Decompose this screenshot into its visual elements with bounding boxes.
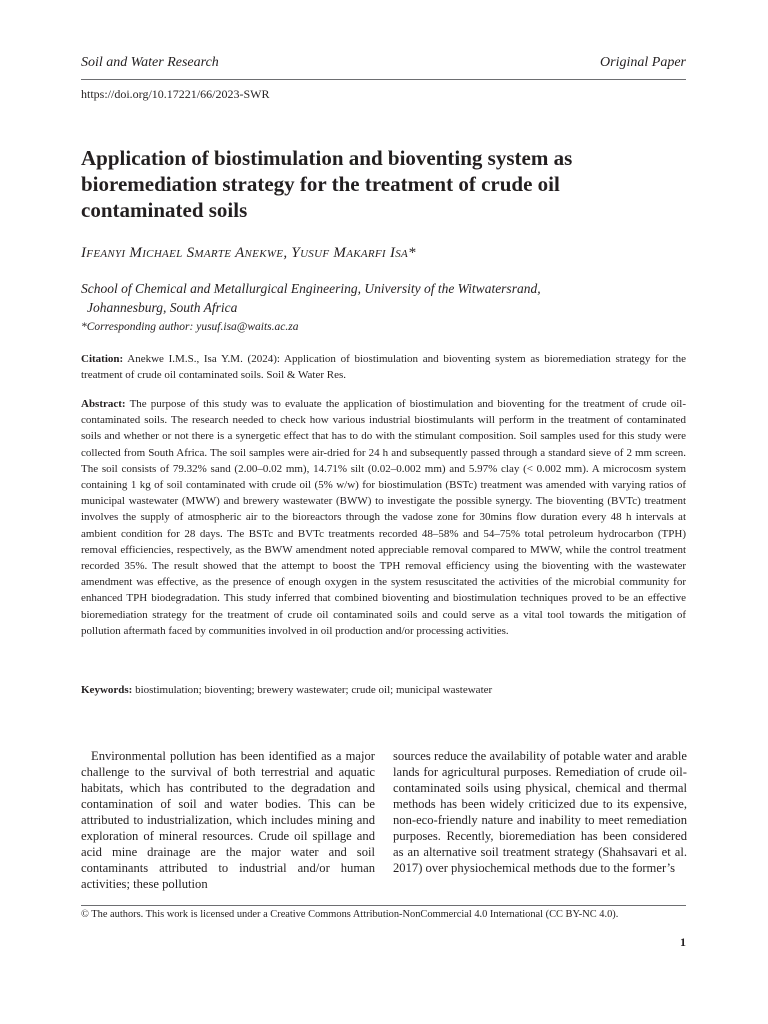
keywords-text: biostimulation; bioventing; brewery wastewater; crude oil; municipal wastewater bbox=[135, 684, 493, 696]
article-type: Original Paper bbox=[600, 55, 686, 70]
footer-divider bbox=[81, 905, 686, 906]
citation-text: Anekwe I.M.S., Isa Y.M. (2024): Application of biostimulation and bioventing system as bioremediation strategy for the treatment of crude oil contaminated soils. Soil & Water Res. bbox=[81, 353, 686, 381]
body-column-right: sources reduce the availability of potable water and arable lands for agricultural purposes. Remediation of crude oil-contaminated soils using physical, chemical and thermal methods has been widely criticized due to its expensive, non-eco-friendly nature and inability to meet remediation purposes. Recently, bioremediation has been considered as an alternative soil treatment strategy (Shahsavari et al. 2017) over physiochemical methods due to the former’s bbox=[393, 749, 687, 875]
page-number: 1 bbox=[680, 935, 686, 949]
journal-name: Soil and Water Research bbox=[81, 55, 219, 70]
abstract-text: The purpose of this study was to evaluate the application of biostimulation and bioventing for the treatment of crude oil-contaminated soils. The research needed to check how various industrial biostimulants will perform in the treatment of contaminated soils and whether or not there is a synergetic effect that has to do with the stimulant composition. Soil samples used for this study were collected from South Africa. The soil samples were air-dried for 24 h and subsequently passed through a standard sieve of 2 mm screen. The soil consists of 79.32% sand (2.00–0.02 mm), 14.71% silt (0.02–0.002 mm) and 5.97% clay (< 0.002 mm). A microcosm system containing 1 kg of soil contaminated with crude oil (5% w/w) for biostimulation (BSTc) treatment was amended with varying ratios of municipal wastewater (MWW) and brewery wastewater (BWW) to investigate the possible synergy. The bioventing (BVTc) treatment involves the supply of atmospheric air to the bioreactors through the vadose zone for 30mins flow duration every 48 h intervals at ambient condition for 28 days. The BSTc and BVTc treatments recorded 48–58% and 54–75% total petroleum hydrocarbon (TPH) removal efficiencies, respectively, as the BWW amendment noted appreciable removal compared to MWW, while the control treatment recorded 35%. The result showed that the attempt to boost the TPH removal efficiency using the bioventing with the wastewater amendment was effective, as the presence of enough oxygen in the system resuscitated the activities of the microbial community for enhanced TPH biodegradation. This study inferred that combined bioventing and biostimulation techniques proved to be an effective bioremediation strategy for the treatment of crude oil contaminated soils and could serve as a vital tool towards the mitigation of pollution aftermath faced by communities involved in oil production and/or processing activities. bbox=[81, 398, 686, 637]
running-header bbox=[81, 55, 686, 71]
body-columns bbox=[81, 748, 687, 892]
doi-link[interactable]: https://doi.org/10.17221/66/2023-SWR bbox=[81, 87, 270, 101]
affiliation-line-1: School of Chemical and Metallurgical Engineering, University of the Witwatersrand, bbox=[81, 281, 541, 296]
affiliation bbox=[81, 279, 681, 317]
citation-label: Citation: bbox=[81, 353, 124, 365]
keywords-label: Keywords: bbox=[81, 684, 133, 696]
paper-title: Application of biostimulation and bioventing system as bioremediation strategy for the treatment of crude oil contaminated soils bbox=[81, 146, 573, 222]
license-notice: © The authors. This work is licensed under a Creative Commons Attribution-NonCommercial 4.0 International (CC BY-NC 4.0). bbox=[81, 909, 619, 920]
abstract-label: Abstract: bbox=[81, 398, 126, 410]
corresponding-author: *Corresponding author: yusuf.isa@waits.ac.za bbox=[81, 321, 299, 333]
keywords-block bbox=[81, 682, 686, 698]
affiliation-line-2: Johannesburg, South Africa bbox=[87, 300, 238, 315]
citation-block bbox=[81, 351, 686, 383]
author-list: Ifeanyi Michael Smarte Anekwe, Yusuf Makarfi Isa* bbox=[81, 245, 416, 261]
header-divider bbox=[81, 79, 686, 80]
body-column-left: Environmental pollution has been identified as a major challenge to the survival of both terrestrial and aquatic habitats, which has contributed to the degradation and contamination of soil and water bodies. This can be attributed to industrialization, which includes mining and exploration of mineral resources. Crude oil spillage and acid mine drainage are the major water and soil contaminants attributed to industrial and/or human activities; these pollution bbox=[81, 749, 375, 891]
abstract-block bbox=[81, 396, 686, 639]
